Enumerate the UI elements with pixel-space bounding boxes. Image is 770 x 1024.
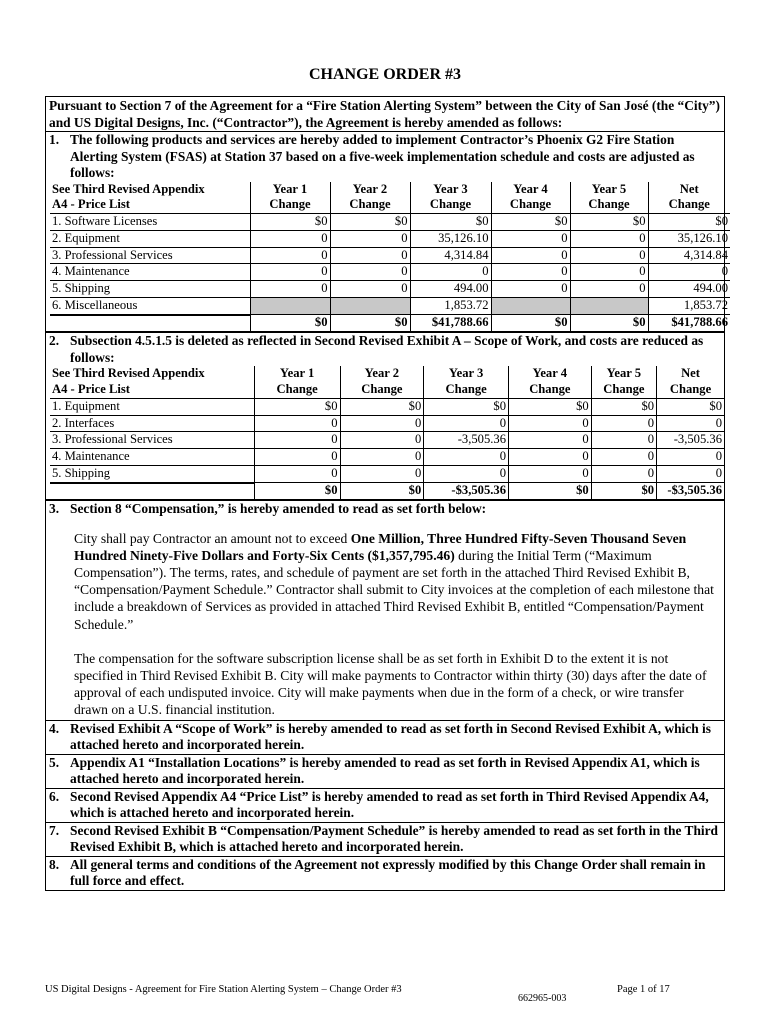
section-text: Appendix A1 “Installation Locations” is hereby amended to read as set forth in Revised Appendix A1, which is attached hereto and incorporated herein. <box>70 754 700 787</box>
amount-cell: 0 <box>424 415 509 432</box>
section-3 <box>46 501 724 721</box>
amount-cell: 0 <box>648 264 730 281</box>
line-item-label: 4. Maintenance <box>50 264 250 281</box>
table-row <box>50 214 730 231</box>
table-row <box>50 449 724 466</box>
amount-cell: 0 <box>340 449 424 466</box>
header-cell: Net Change <box>657 366 724 398</box>
header-cell: See Third Revised Appendix A4 - Price List <box>50 366 254 398</box>
section-number: 2. <box>49 333 60 349</box>
table-row <box>50 298 730 315</box>
compensation-paragraph-2: The compensation for the software subscription license shall be as set forth in Exhibit D to the extent it is not specified in Third Revised Exhibit B. City will make payments to Contractor within thirty (30) days after the date of approval of each undisputed invoice. City will make payments when due in the form of a check, or wire transfer drawn on a U.S. financial institution. <box>74 650 707 718</box>
line-item-label: 3. Professional Services <box>50 432 254 449</box>
amount-cell: 0 <box>657 449 724 466</box>
total-amount: $0 <box>591 483 656 499</box>
header-cell: Year 5 Change <box>570 182 648 214</box>
amount-cell: 0 <box>570 230 648 247</box>
totals-label <box>50 483 254 499</box>
section-2-text: Subsection 4.5.1.5 is deleted as reflected in Second Revised Exhibit A – Scope of Work, and costs are reduced as follows: <box>70 333 704 365</box>
table-row <box>50 281 730 298</box>
total-amount: $0 <box>509 483 592 499</box>
section-3-text: Section 8 “Compensation,” is hereby amended to read as set forth below: <box>70 501 487 517</box>
table-row <box>50 230 730 247</box>
total-amount: $0 <box>254 483 340 499</box>
amount-cell: $0 <box>570 214 648 231</box>
line-item-label: 2. Interfaces <box>50 415 254 432</box>
totals-row <box>50 483 724 499</box>
amount-cell: 0 <box>330 247 410 264</box>
amount-cell: 0 <box>254 432 340 449</box>
amount-cell: 0 <box>591 415 656 432</box>
header-cell: Year 2 Change <box>340 366 424 398</box>
section-number: 8. <box>49 856 60 872</box>
amount-cell: 0 <box>250 230 330 247</box>
table-row <box>50 398 724 415</box>
line-item-label: 5. Shipping <box>50 281 250 298</box>
header-cell: Year 5 Change <box>591 366 656 398</box>
amount-cell: 0 <box>509 432 592 449</box>
total-amount: $0 <box>340 483 424 499</box>
amount-cell: 0 <box>330 264 410 281</box>
amount-cell: 0 <box>330 230 410 247</box>
amount-cell: 4,314.84 <box>410 247 491 264</box>
section-text: Second Revised Exhibit B “Compensation/Payment Schedule” is hereby amended to read as set forth in the Third Revised Exhibit B, which is attached hereto and incorporated herein. <box>70 822 719 855</box>
amount-cell: 494.00 <box>410 281 491 298</box>
amount-cell: 0 <box>570 264 648 281</box>
table-row <box>50 247 730 264</box>
amount-cell: 0 <box>250 264 330 281</box>
amount-cell: -3,505.36 <box>657 432 724 449</box>
table-body <box>50 214 730 332</box>
amount-cell: $0 <box>424 398 509 415</box>
amount-cell: $0 <box>657 398 724 415</box>
section-number: 7. <box>49 822 60 838</box>
amount-cell <box>250 298 330 315</box>
amount-cell: 0 <box>250 281 330 298</box>
section-text: Revised Exhibit A “Scope of Work” is hereby amended to read as set forth in Second Revised Exhibit A, which is attached hereto and incorporated herein. <box>70 720 711 753</box>
total-amount: -$3,505.36 <box>657 483 724 499</box>
amount-cell <box>491 298 570 315</box>
price-table-1 <box>50 182 730 332</box>
amount-cell: 0 <box>491 247 570 264</box>
total-amount: -$3,505.36 <box>424 483 509 499</box>
amount-cell: $0 <box>254 398 340 415</box>
section-1 <box>46 132 728 333</box>
compensation-body <box>46 518 720 719</box>
amount-cell: $0 <box>330 214 410 231</box>
document-title: CHANGE ORDER #3 <box>308 66 461 83</box>
amount-cell: 0 <box>657 415 724 432</box>
section-text: Second Revised Appendix A4 “Price List” is hereby amended to read as set forth in Third Revised Appendix A4, which is attached hereto and incorporated herein. <box>70 788 709 821</box>
total-amount: $0 <box>491 315 570 331</box>
table-row <box>50 465 724 482</box>
amount-cell: 1,853.72 <box>410 298 491 315</box>
amount-cell: 35,126.10 <box>648 230 730 247</box>
footer-document-code: 662965-003 <box>518 993 567 1004</box>
amount-cell: $0 <box>591 398 656 415</box>
amount-cell: 0 <box>591 465 656 482</box>
header-cell: See Third Revised Appendix A4 - Price List <box>50 182 250 214</box>
section-number: 1. <box>49 132 60 147</box>
amount-cell: 4,314.84 <box>648 247 730 264</box>
section-8 <box>46 857 724 890</box>
amount-cell: 0 <box>330 281 410 298</box>
amount-cell: 1,853.72 <box>648 298 730 315</box>
amount-cell: 0 <box>340 432 424 449</box>
table-header-row <box>50 366 724 398</box>
price-table-2 <box>50 366 724 499</box>
amount-cell: 0 <box>254 449 340 466</box>
footer-left: US Digital Designs - Agreement for Fire Station Alerting System – Change Order #3 <box>45 984 402 995</box>
section-text: All general terms and conditions of the Agreement not expressly modified by this Change Order shall remain in full force and effect. <box>70 856 706 889</box>
table-header-row <box>50 182 730 214</box>
header-cell: Year 4 Change <box>491 182 570 214</box>
totals-row <box>50 315 730 331</box>
amount-cell: $0 <box>250 214 330 231</box>
amount-cell: 35,126.10 <box>410 230 491 247</box>
amount-cell: 0 <box>570 281 648 298</box>
amount-cell: 0 <box>254 415 340 432</box>
amount-cell: $0 <box>509 398 592 415</box>
total-amount: $0 <box>330 315 410 331</box>
amount-cell: 0 <box>254 465 340 482</box>
section-7 <box>46 823 724 857</box>
section-number: 3. <box>49 501 60 517</box>
amount-cell: 0 <box>570 247 648 264</box>
line-item-label: 1. Equipment <box>50 398 254 415</box>
amount-cell: 0 <box>424 465 509 482</box>
amount-cell: 0 <box>410 264 491 281</box>
table-row <box>50 415 724 432</box>
amount-cell: 0 <box>657 465 724 482</box>
amount-cell <box>570 298 648 315</box>
amount-cell: 0 <box>509 465 592 482</box>
line-item-label: 3. Professional Services <box>50 247 250 264</box>
header-cell: Net Change <box>648 182 730 214</box>
table-row <box>50 432 724 449</box>
change-order-frame <box>45 96 728 891</box>
compensation-paragraph-1: City shall pay Contractor an amount not to exceed One Million, Three Hundred Fifty-Seven Thousand Seven Hundred Ninety-Five Dollars and Forty-Six Cents ($1,357,795.46) during the Initial Term (“Maximum Compensation”). The terms, rates, and schedule of payment are set forth in the attached Third Revised Exhibit B, “Compensation/Payment Schedule.” Contractor shall submit to City invoices at the completion of each milestone that include a breakdown of Services as provided in attached Third Revised Exhibit B, entitled “Compensation/Payment Schedule.” <box>74 530 714 632</box>
line-item-label: 6. Miscellaneous <box>50 298 250 315</box>
amount-cell: 0 <box>491 281 570 298</box>
total-amount: $41,788.66 <box>648 315 730 331</box>
section-6 <box>46 789 724 823</box>
header-cell: Year 4 Change <box>509 366 592 398</box>
amount-cell: -3,505.36 <box>424 432 509 449</box>
amount-cell: $0 <box>648 214 730 231</box>
header-cell: Year 1 Change <box>250 182 330 214</box>
amount-cell: $0 <box>491 214 570 231</box>
amount-cell: 0 <box>424 449 509 466</box>
section-1-text: The following products and services are hereby added to implement Contractor’s Phoenix G2 Fire Station Alerting System (FSAS) at Station 37 based on a five-week implementation schedule and costs are adjusted as follows: <box>70 132 695 180</box>
amount-cell: $0 <box>410 214 491 231</box>
table-body <box>50 398 724 499</box>
totals-label <box>50 315 250 331</box>
footer-page-number: Page 1 of 17 <box>617 984 670 995</box>
section-number: 6. <box>49 788 60 804</box>
amount-cell: 0 <box>340 465 424 482</box>
section-5 <box>46 755 724 789</box>
section-number: 4. <box>49 720 60 736</box>
line-item-label: 5. Shipping <box>50 465 254 482</box>
amount-cell: 0 <box>491 264 570 281</box>
amount-cell: 0 <box>591 432 656 449</box>
section-4 <box>46 721 724 755</box>
intro-paragraph: Pursuant to Section 7 of the Agreement for a “Fire Station Alerting System” between the City of San José (the “City”) and US Digital Designs, Inc. (“Contractor”), the Agreement is hereby amended as follows: <box>46 97 724 132</box>
total-amount: $0 <box>570 315 648 331</box>
amount-cell: 0 <box>509 415 592 432</box>
header-cell: Year 2 Change <box>330 182 410 214</box>
amount-cell: 494.00 <box>648 281 730 298</box>
table-row <box>50 264 730 281</box>
header-cell: Year 3 Change <box>424 366 509 398</box>
line-item-label: 1. Software Licenses <box>50 214 250 231</box>
total-amount: $0 <box>250 315 330 331</box>
amount-cell: 0 <box>491 230 570 247</box>
amount-cell: 0 <box>591 449 656 466</box>
line-item-label: 2. Equipment <box>50 230 250 247</box>
section-number: 5. <box>49 754 60 770</box>
amount-cell: 0 <box>340 415 424 432</box>
section-2 <box>46 333 724 501</box>
header-cell: Year 3 Change <box>410 182 491 214</box>
amount-cell: $0 <box>340 398 424 415</box>
amount-cell: 0 <box>509 449 592 466</box>
total-amount: $41,788.66 <box>410 315 491 331</box>
line-item-label: 4. Maintenance <box>50 449 254 466</box>
amount-cell: 0 <box>250 247 330 264</box>
header-cell: Year 1 Change <box>254 366 340 398</box>
amount-cell <box>330 298 410 315</box>
maximum-amount: One Million, Three Hundred Fifty-Seven Thousand Seven Hundred Ninety-Five Dollars and Forty-Six Cents ($1,357,795.46) <box>74 530 687 563</box>
